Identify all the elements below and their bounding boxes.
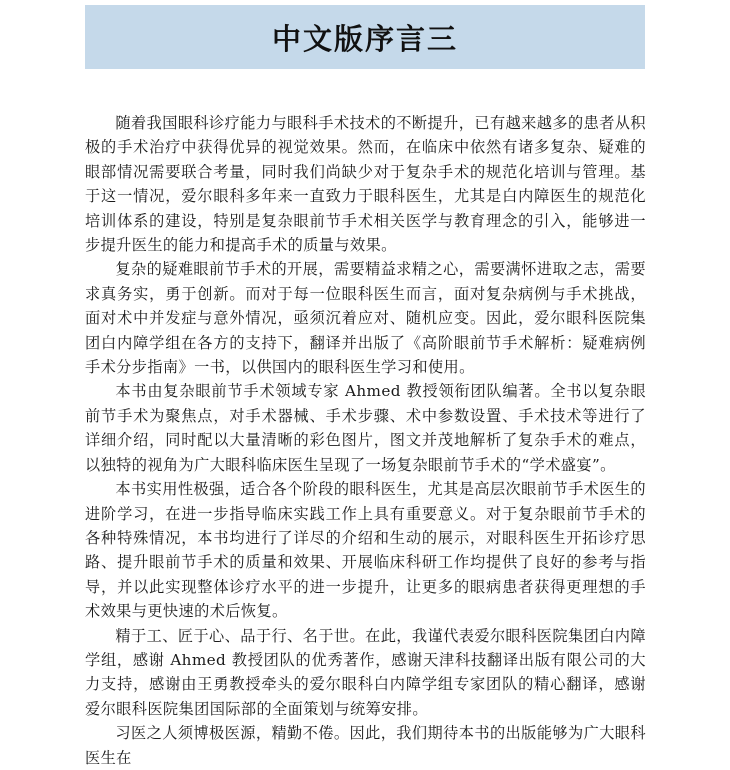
title-banner [85, 5, 645, 69]
paragraph-6: 习医之人须博极医源，精勤不倦。因此，我们期待本书的出版能够为广大眼科医生在 [85, 724, 646, 767]
paragraph-5: 精于工、匠于心、品于行、名于世。在此，我谨代表爱尔眼科医院集团白内障学组，感谢 Ahmed 教授团队的优秀著作，感谢天津科技翻译出版有限公司的大力支持，感谢由王勇教授牵头的爱尔眼科白内障学组专家团队的精心翻译，感谢爱尔眼科医院集团国际部的全面策划与统筹安排。 [85, 626, 646, 718]
paragraph-4: 本书实用性极强，适合各个阶段的眼科医生，尤其是高层次眼前节手术医生的进阶学习，在进一步指导临床实践工作上具有重要意义。对于复杂眼前节手术的各种特殊情况，本书均进行了详尽的介绍和生动的展示，对眼科医生开拓诊疗思路、提升眼前节手术的质量和效果、开展临床科研工作均提供了良好的参考与指导，并以此实现整体诊疗水平的进一步提升，让更多的眼病患者获得更理想的手术效果与更快速的术后恢复。 [85, 480, 646, 621]
paragraph-3: 本书由复杂眼前节手术领域专家 Ahmed 教授领衔团队编著。全书以复杂眼前节手术为聚焦点，对手术器械、手术步骤、术中参数设置、手术技术等进行了详细介绍，同时配以大量清晰的彩色图片，图文并茂地解析了复杂手术的难点，以独特的视角为广大眼科临床医生呈现了一场复杂眼前节手术的“学术盛宴”。 [85, 382, 646, 474]
paragraph-1: 随着我国眼科诊疗能力与眼科手术技术的不断提升，已有越来越多的患者从积极的手术治疗中获得优异的视觉效果。然而，在临床中依然有诸多复杂、疑难的眼部情况需要联合考量，同时我们尚缺少对于复杂手术的规范化培训与管理。基于这一情况，爱尔眼科多年来一直致力于眼科医生，尤其是白内障医生的规范化培训体系的建设，特别是复杂眼前节手术相关医学与教育理念的引入，能够进一步提升医生的能力和提高手术的质量与效果。 [85, 114, 646, 255]
paragraph-2: 复杂的疑难眼前节手术的开展，需要精益求精之心，需要满怀进取之志，需要求真务实，勇于创新。而对于每一位眼科医生而言，面对复杂病例与手术挑战，面对术中并发症与意外情况，亟须沉着应对、随机应变。因此，爱尔眼科医院集团白内障学组在各方的支持下，翻译并出版了《高阶眼前节手术解析：疑难病例手术分步指南》一书，以供国内的眼科医生学习和使用。 [85, 260, 646, 377]
body-text [85, 111, 646, 770]
page-title: 中文版序言三 [271, 21, 458, 56]
